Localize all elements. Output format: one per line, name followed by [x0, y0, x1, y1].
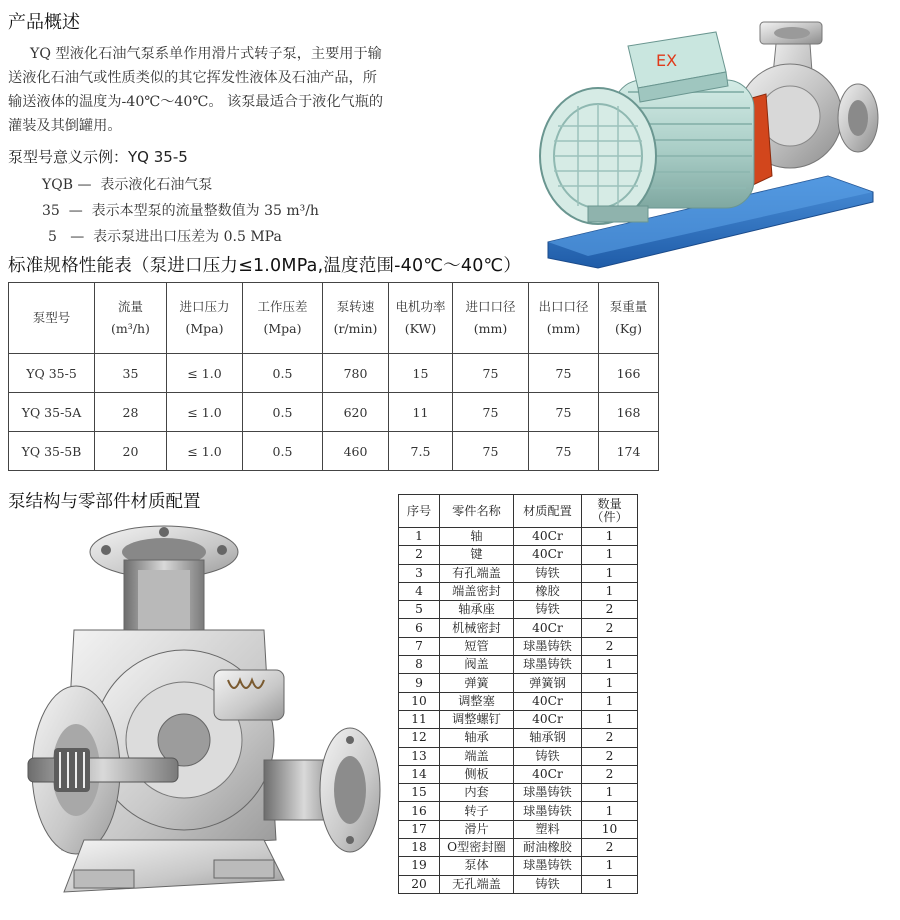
parts-cell: 端盖 — [440, 747, 514, 765]
parts-cell: 短管 — [440, 637, 514, 655]
spec-row — [9, 354, 659, 393]
parts-cell: 1 — [582, 710, 638, 728]
parts-row — [399, 765, 638, 783]
spec-cell: 620 — [323, 393, 389, 432]
parts-cell: 塑料 — [514, 820, 582, 838]
parts-cell: 40Cr — [514, 528, 582, 546]
parts-cell: 8 — [399, 656, 440, 674]
parts-cell: 11 — [399, 710, 440, 728]
spec-cell: 780 — [323, 354, 389, 393]
spec-cell: 460 — [323, 432, 389, 471]
parts-cell: O型密封圈 — [440, 839, 514, 857]
parts-cell: 2 — [582, 839, 638, 857]
parts-cell: 弹簧 — [440, 674, 514, 692]
parts-cell: 40Cr — [514, 692, 582, 710]
spec-cell: 20 — [95, 432, 167, 471]
spec-cell: 15 — [389, 354, 453, 393]
parts-cell: 40Cr — [514, 619, 582, 637]
parts-cell: 20 — [399, 875, 440, 893]
parts-cell: 17 — [399, 820, 440, 838]
parts-header-cell: 序号 — [399, 495, 440, 528]
spec-cell: 28 — [95, 393, 167, 432]
model-heading: 泵型号意义示例：YQ 35-5 — [8, 148, 188, 166]
parts-cell: 轴 — [440, 528, 514, 546]
spec-table — [8, 282, 659, 471]
spec-cell: 75 — [529, 354, 599, 393]
parts-cell: 2 — [582, 637, 638, 655]
parts-cell: 球墨铸铁 — [514, 656, 582, 674]
spec-cell: 35 — [95, 354, 167, 393]
parts-cell: 球墨铸铁 — [514, 637, 582, 655]
parts-cell: 轴承 — [440, 729, 514, 747]
parts-cell: 铸铁 — [514, 747, 582, 765]
parts-cell: 机械密封 — [440, 619, 514, 637]
spec-cell: 7.5 — [389, 432, 453, 471]
parts-cell: 1 — [582, 546, 638, 564]
parts-cell: 键 — [440, 546, 514, 564]
parts-cell: 3 — [399, 564, 440, 582]
spec-header-cell: 电机功率 (KW) — [389, 283, 453, 354]
spec-cell: 75 — [529, 393, 599, 432]
parts-cell: 耐油橡胶 — [514, 839, 582, 857]
parts-cell: 1 — [582, 875, 638, 893]
parts-cell: 5 — [399, 601, 440, 619]
parts-cell: 14 — [399, 765, 440, 783]
parts-cell: 轴承钢 — [514, 729, 582, 747]
spec-header-cell: 泵转速 (r/min) — [323, 283, 389, 354]
parts-row — [399, 857, 638, 875]
spec-header-cell: 进口口径 (mm) — [453, 283, 529, 354]
spec-cell: 11 — [389, 393, 453, 432]
spec-cell: 75 — [453, 354, 529, 393]
model-line-flow: 35 — 表示本型泵的流量整数值为 35 m³/h — [42, 203, 319, 219]
parts-row — [399, 784, 638, 802]
parts-cell: 内套 — [440, 784, 514, 802]
parts-row — [399, 582, 638, 600]
spec-cell: ≤ 1.0 — [167, 432, 243, 471]
parts-row — [399, 637, 638, 655]
parts-cell: 12 — [399, 729, 440, 747]
parts-cell: 球墨铸铁 — [514, 784, 582, 802]
parts-cell: 40Cr — [514, 765, 582, 783]
model-line-yqb: YQB — 表示液化石油气泵 — [42, 177, 213, 193]
parts-cell: 1 — [582, 564, 638, 582]
overview-line: YQ 型液化石油气泵系单作用滑片式转子泵，主要用于输 — [30, 46, 382, 62]
parts-cell: 1 — [399, 528, 440, 546]
spec-cell: 75 — [529, 432, 599, 471]
parts-row — [399, 546, 638, 564]
parts-cell: 2 — [582, 765, 638, 783]
overview-paragraph — [8, 42, 468, 138]
parts-cell: 铸铁 — [514, 875, 582, 893]
parts-cell: 9 — [399, 674, 440, 692]
parts-row — [399, 564, 638, 582]
parts-cell: 10 — [399, 692, 440, 710]
overview-line: 送液化石油气或性质类似的其它挥发性液体及石油产品，所 — [8, 70, 377, 86]
parts-cell: 4 — [399, 582, 440, 600]
parts-cell: 弹簧钢 — [514, 674, 582, 692]
parts-row — [399, 692, 638, 710]
parts-row — [399, 710, 638, 728]
parts-row — [399, 875, 638, 893]
structure-heading: 泵结构与零部件材质配置 — [8, 492, 201, 512]
parts-cell: 转子 — [440, 802, 514, 820]
spec-cell: 75 — [453, 393, 529, 432]
spec-header-cell: 泵重量 (Kg) — [599, 283, 659, 354]
parts-header-cell: 零件名称 — [440, 495, 514, 528]
parts-row — [399, 802, 638, 820]
parts-cell: 球墨铸铁 — [514, 802, 582, 820]
parts-cell: 2 — [399, 546, 440, 564]
parts-cell: 球墨铸铁 — [514, 857, 582, 875]
overview-line: 输送液体的温度为-40℃～40℃。 该泵最适合于液化气瓶的 — [8, 94, 384, 110]
spec-header-cell: 工作压差 (Mpa) — [243, 283, 323, 354]
parts-row — [399, 820, 638, 838]
parts-cell: 2 — [582, 619, 638, 637]
parts-row — [399, 674, 638, 692]
parts-cell: 调整螺钉 — [440, 710, 514, 728]
parts-cell: 铸铁 — [514, 601, 582, 619]
parts-row — [399, 839, 638, 857]
spec-cell: YQ 35-5A — [9, 393, 95, 432]
spec-cell: ≤ 1.0 — [167, 393, 243, 432]
parts-cell: 1 — [582, 528, 638, 546]
parts-row — [399, 729, 638, 747]
spec-row — [9, 393, 659, 432]
spec-header-cell: 流量 (m³/h) — [95, 283, 167, 354]
spec-cell: 75 — [453, 432, 529, 471]
parts-cell: 2 — [582, 747, 638, 765]
parts-header-cell: 材质配置 — [514, 495, 582, 528]
parts-cell: 40Cr — [514, 710, 582, 728]
spec-row — [9, 432, 659, 471]
spec-header-cell: 泵型号 — [9, 283, 95, 354]
overview-heading: 产品概述 — [8, 12, 80, 33]
parts-cell: 侧板 — [440, 765, 514, 783]
parts-row — [399, 619, 638, 637]
parts-cell: 10 — [582, 820, 638, 838]
spec-heading: 标准规格性能表（泵进口压力≤1.0MPa,温度范围-40℃～40℃） — [8, 256, 522, 276]
parts-cell: 1 — [582, 802, 638, 820]
ex-label: EX — [656, 51, 678, 70]
parts-cell: 调整塞 — [440, 692, 514, 710]
parts-cell: 2 — [582, 729, 638, 747]
parts-cell: 有孔端盖 — [440, 564, 514, 582]
spec-cell: YQ 35-5 — [9, 354, 95, 393]
parts-cell: 1 — [582, 692, 638, 710]
parts-cell: 1 — [582, 857, 638, 875]
parts-row — [399, 656, 638, 674]
overview-line: 灌装及其倒罐用。 — [8, 118, 122, 134]
spec-cell: 0.5 — [243, 393, 323, 432]
parts-cell: 18 — [399, 839, 440, 857]
spec-header-row — [9, 283, 659, 354]
spec-cell: 174 — [599, 432, 659, 471]
parts-cell: 1 — [582, 674, 638, 692]
parts-cell: 泵体 — [440, 857, 514, 875]
spec-header-cell: 出口口径 (mm) — [529, 283, 599, 354]
parts-cell: 无孔端盖 — [440, 875, 514, 893]
spec-cell: 166 — [599, 354, 659, 393]
parts-cell: 滑片 — [440, 820, 514, 838]
parts-cell: 轴承座 — [440, 601, 514, 619]
parts-cell: 1 — [582, 582, 638, 600]
parts-cell: 橡胶 — [514, 582, 582, 600]
spec-cell: 168 — [599, 393, 659, 432]
parts-row — [399, 747, 638, 765]
parts-row — [399, 601, 638, 619]
parts-cell: 40Cr — [514, 546, 582, 564]
parts-cell: 铸铁 — [514, 564, 582, 582]
parts-cell: 端盖密封 — [440, 582, 514, 600]
parts-row — [399, 528, 638, 546]
parts-header-cell: 数量 （件） — [582, 495, 638, 528]
spec-cell: 0.5 — [243, 354, 323, 393]
parts-cell: 阀盖 — [440, 656, 514, 674]
model-line-pressure: 5 — 表示泵进出口压差为 0.5 MPa — [48, 229, 282, 245]
parts-cell: 16 — [399, 802, 440, 820]
parts-header-row — [399, 495, 638, 528]
pump-motor-photo — [528, 6, 890, 270]
spec-cell: YQ 35-5B — [9, 432, 95, 471]
parts-cell: 19 — [399, 857, 440, 875]
parts-cell: 6 — [399, 619, 440, 637]
spec-cell: ≤ 1.0 — [167, 354, 243, 393]
parts-cell: 13 — [399, 747, 440, 765]
parts-cell: 1 — [582, 784, 638, 802]
parts-cell: 2 — [582, 601, 638, 619]
parts-cell: 15 — [399, 784, 440, 802]
parts-table — [398, 494, 638, 894]
spec-header-cell: 进口压力 (Mpa) — [167, 283, 243, 354]
parts-cell: 7 — [399, 637, 440, 655]
pump-cutaway-drawing — [14, 520, 390, 912]
spec-cell: 0.5 — [243, 432, 323, 471]
parts-cell: 1 — [582, 656, 638, 674]
